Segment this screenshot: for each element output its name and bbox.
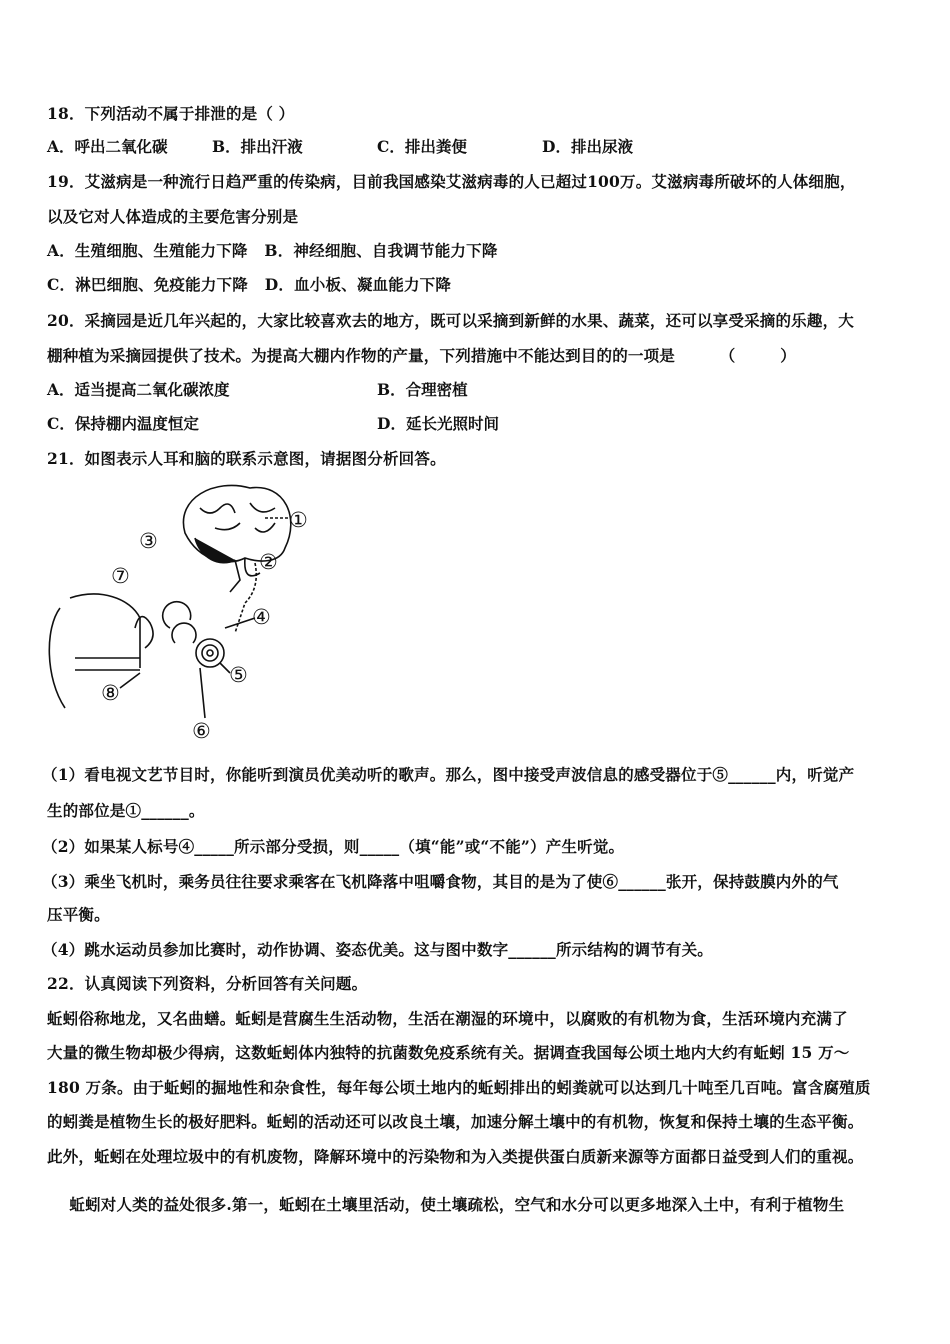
q18-option-b: B．排出汗液 <box>212 137 303 156</box>
q22-para-line3: 180 万条。由于蚯蚓的掘地性和杂食性，每年每公顷土地内的蚯蚓排出的蚓粪就可以达到几十吨至几百吨。富含腐殖质 <box>47 1078 871 1097</box>
q19-stem-line1: 19．艾滋病是一种流行日趋严重的传染病，目前我国感染艾滋病毒的人已超过100万。艾滋病毒所破坏的人体细胞， <box>47 172 856 191</box>
outer-ear <box>49 594 140 708</box>
q21-sub1-line1: （1）看电视文艺节目时，你能听到演员优美动听的歌声。那么，图中接受声波信息的感受器位于⑤______内，听觉产 <box>42 765 855 784</box>
q18-option-a: A．呼出二氧化碳 <box>47 137 168 156</box>
q18-option-c: C．排出粪便 <box>377 137 467 156</box>
q21-sub2: （2）如果某人标号④_____所示部分受损，则_____（填“能”或“不能”）产生听觉。 <box>42 837 625 856</box>
label-8: ⑧ <box>101 681 120 705</box>
q22-para-line2: 大量的微生物却极少得病，这数蚯蚓体内独特的抗菌数免疫系统有关。据调查我国每公顷土地内大约有蚯蚓 15 万～ <box>47 1043 850 1062</box>
q20-stem-line1: 20．采摘园是近几年兴起的，大家比较喜欢去的地方，既可以采摘到新鲜的水果、蔬菜，还可以享受采摘的乐趣，大 <box>47 311 854 330</box>
q22-para-line5: 此外，蚯蚓在处理垃圾中的有机废物，降解环境中的污染物和为入类提供蛋白质新来源等方面都日益受到人们的重视。 <box>47 1147 864 1166</box>
q19-stem-line2: 以及它对人体造成的主要危害分别是 <box>47 207 299 226</box>
q19-options-row1: A．生殖细胞、生殖能力下降 B．神经细胞、自我调节能力下降 <box>47 241 498 260</box>
cochlea <box>196 639 224 667</box>
q21-sub3-line2: 压平衡。 <box>47 905 110 924</box>
q21-stem: 21．如图表示人耳和脑的联系示意图，请据图分析回答。 <box>47 449 446 468</box>
q21-sub1-line2: 生的部位是①______。 <box>47 801 205 820</box>
ossicles <box>135 617 153 648</box>
q19-options-row2: C．淋巴细胞、免疫能力下降 D．血小板、凝血能力下降 <box>47 275 452 294</box>
q21-sub3-line1: （3）乘坐飞机时，乘务员往往要求乘客在飞机降落中咀嚼食物，其目的是为了使⑥______张开，保持鼓膜内外的气 <box>42 872 839 891</box>
label-3: ③ <box>139 529 158 553</box>
q22-para-line6: 蚯蚓对人类的益处很多.第一，蚯蚓在土壤里活动，使土壤疏松，空气和水分可以更多地深入土中，有利于植物生 <box>47 1195 845 1214</box>
q18-option-d: D．排出尿液 <box>542 137 633 156</box>
q22-para-line4: 的蚓粪是植物生长的极好肥料。蚯蚓的活动还可以改良土壤，加速分解土壤中的有机物，恢复和保持土壤的生态平衡。 <box>47 1112 864 1131</box>
q20-option-c: C．保持棚内温度恒定 <box>47 414 199 433</box>
label-1: ① <box>289 508 308 532</box>
q22-stem: 22．认真阅读下列资料，分析回答有关问题。 <box>47 974 368 993</box>
label-5: ⑤ <box>229 663 248 687</box>
q20-option-b: B．合理密植 <box>377 380 468 399</box>
q20-option-d: D．延长光照时间 <box>377 414 499 433</box>
q21-sub4: （4）跳水运动员参加比赛时，动作协调、姿态优美。这与图中数字______所示结构的调节有关。 <box>42 940 713 959</box>
label-4: ④ <box>252 605 271 629</box>
label-7: ⑦ <box>111 564 130 588</box>
label-2: ② <box>259 550 278 574</box>
label-6: ⑥ <box>192 719 211 743</box>
q20-option-a: A．适当提高二氧化碳浓度 <box>47 380 230 399</box>
semicircular-canals <box>163 602 196 643</box>
q22-para-line1: 蚯蚓俗称地龙，又名曲蟮。蚯蚓是营腐生生活动物，生活在潮湿的环境中，以腐败的有机物为食，生活环境内充满了 <box>47 1009 848 1028</box>
cerebellum <box>195 538 235 563</box>
q18-stem: 18．下列活动不属于排泄的是（ ） <box>47 104 295 123</box>
q20-stem-line2: 棚种植为采摘园提供了技术。为提高大棚内作物的产量，下列措施中不能达到目的的一项是 （ ） <box>47 346 796 365</box>
